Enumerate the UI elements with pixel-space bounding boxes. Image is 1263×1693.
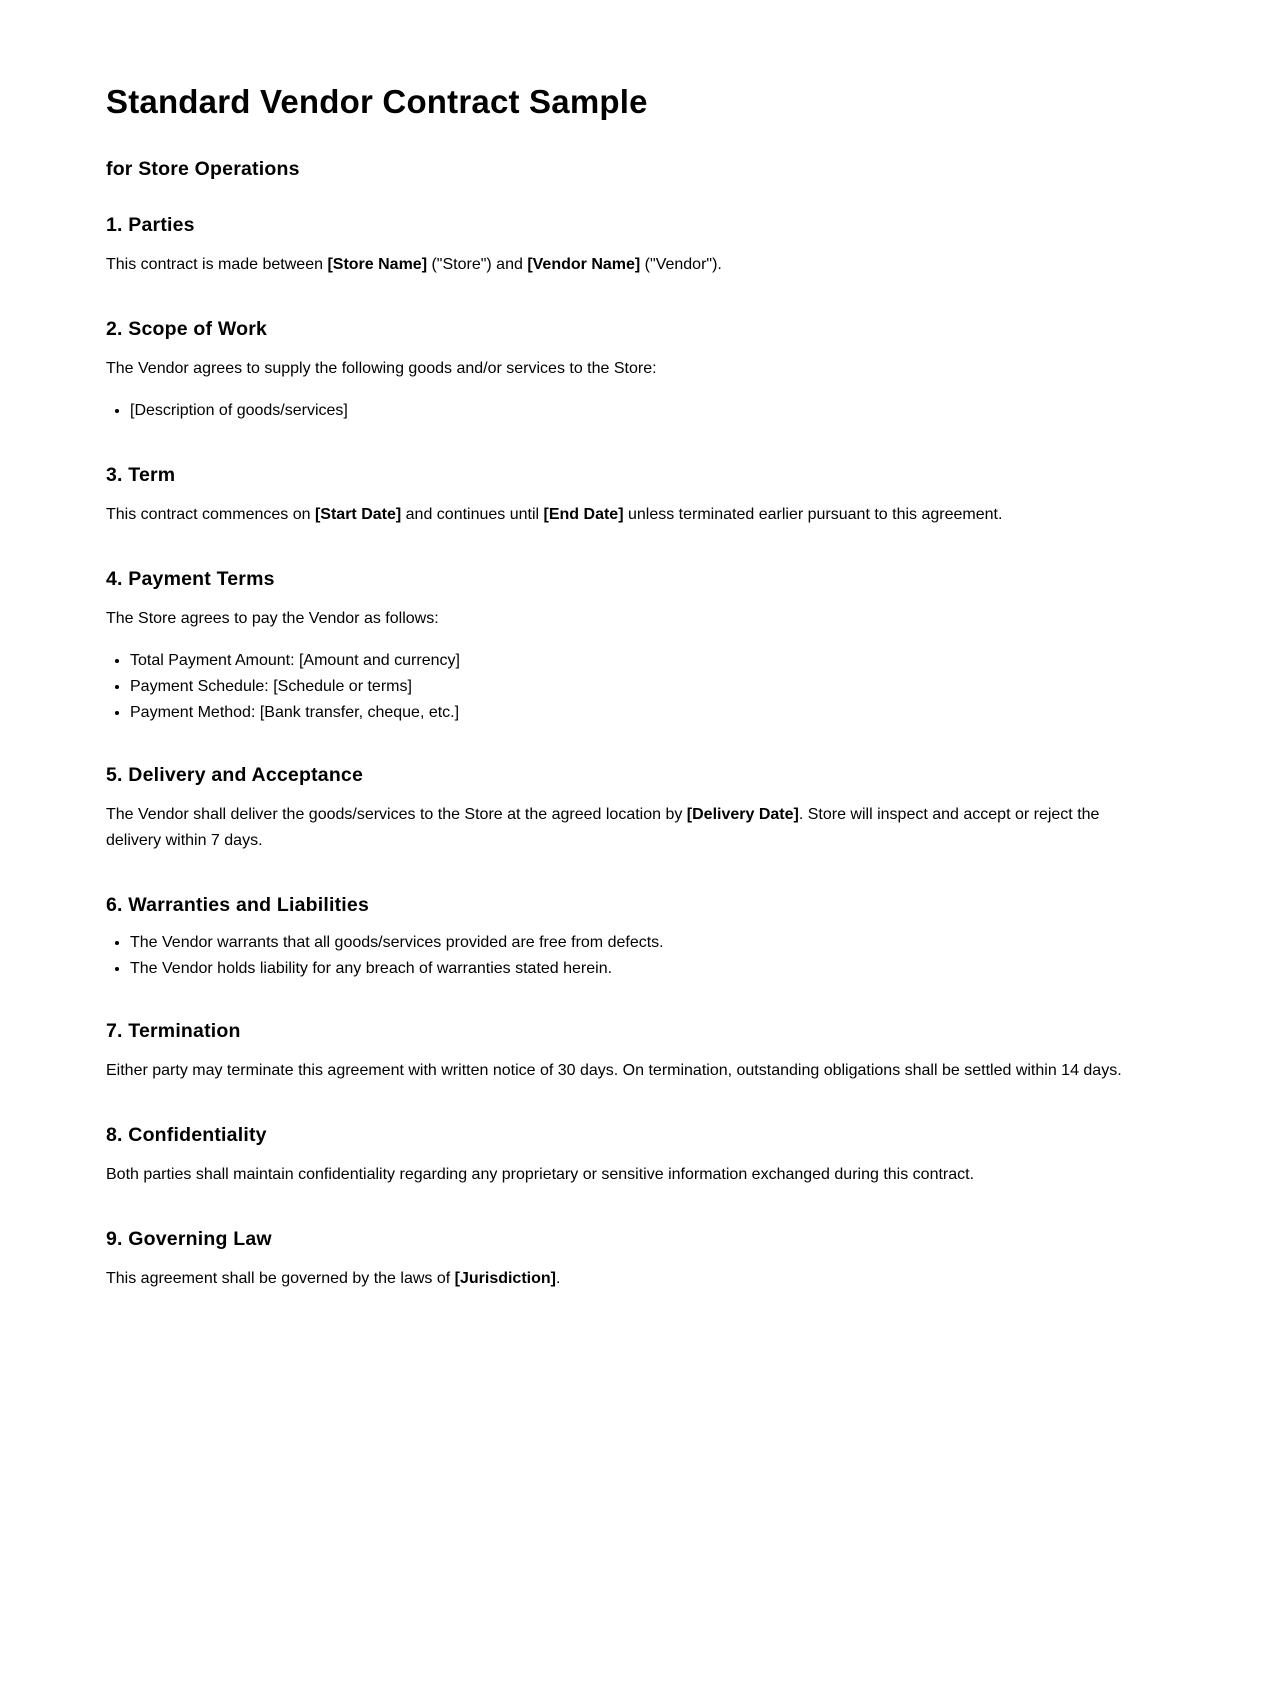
placeholder-vendor-name: [Vendor Name] <box>527 256 641 273</box>
text-run: The Vendor shall deliver the goods/services to the Store at the agreed location by <box>106 806 687 823</box>
scope-list <box>106 398 1157 424</box>
section-heading: 9. Governing Law <box>106 1228 272 1250</box>
text-run: This contract commences on <box>106 506 315 523</box>
list-item: • Payment Schedule: [Schedule or terms] <box>130 674 1157 700</box>
section-parties <box>106 182 1157 278</box>
section-heading: 2. Scope of Work <box>106 318 268 340</box>
section-paragraph <box>106 252 1157 278</box>
document-subtitle: for Store Operations <box>106 158 300 180</box>
text-run: . <box>555 1270 561 1287</box>
section-confidentiality <box>106 1084 1157 1188</box>
text-run: ("Vendor"). <box>640 256 722 273</box>
section-paragraph <box>106 1266 1157 1292</box>
placeholder-delivery-date: [Delivery Date] <box>686 806 799 823</box>
text-run: and continues until <box>401 506 544 523</box>
section-heading: 1. Parties <box>106 214 195 236</box>
section-heading: 8. Confidentiality <box>106 1124 267 1146</box>
section-paragraph <box>106 802 1157 854</box>
section-term <box>106 424 1157 528</box>
warranties-list <box>106 930 1157 982</box>
section-heading: 5. Delivery and Acceptance <box>106 764 364 786</box>
section-warranties-liabilities <box>106 854 1157 982</box>
section-termination <box>106 982 1157 1084</box>
text-run: unless terminated earlier pursuant to this agreement. <box>623 506 1003 523</box>
section-heading: 3. Term <box>106 464 176 486</box>
list-item: • The Vendor holds liability for any breach of warranties stated herein. <box>130 956 1157 982</box>
list-item: • Payment Method: [Bank transfer, cheque, etc.] <box>130 700 1157 726</box>
section-payment-terms <box>106 528 1157 726</box>
section-heading: 4. Payment Terms <box>106 568 275 590</box>
section-heading: 6. Warranties and Liabilities <box>106 894 369 916</box>
text-run: This contract is made between <box>106 256 328 273</box>
placeholder-store-name: [Store Name] <box>327 256 428 273</box>
section-paragraph: The Vendor agrees to supply the following goods and/or services to the Store: <box>106 360 657 377</box>
payment-list <box>106 648 1157 726</box>
text-run: . Store will inspect and accept or reject the delivery within 7 days. <box>106 806 1100 849</box>
list-item: • Total Payment Amount: [Amount and currency] <box>130 648 1157 674</box>
placeholder-start-date: [Start Date] <box>314 506 402 523</box>
section-paragraph <box>106 502 1157 528</box>
placeholder-end-date: [End Date] <box>543 506 624 523</box>
section-delivery-acceptance <box>106 726 1157 854</box>
list-item: • [Description of goods/services] <box>130 398 1157 424</box>
list-item: • The Vendor warrants that all goods/services provided are free from defects. <box>130 930 1157 956</box>
section-paragraph: Both parties shall maintain confidentiality regarding any proprietary or sensitive information exchanged during this contract. <box>106 1166 975 1183</box>
placeholder-jurisdiction: [Jurisdiction] <box>454 1270 556 1287</box>
section-paragraph: The Store agrees to pay the Vendor as follows: <box>106 610 439 627</box>
section-governing-law <box>106 1188 1157 1292</box>
section-paragraph: Either party may terminate this agreement with written notice of 30 days. On termination, outstanding obligations shall be settled within 14 days. <box>106 1062 1122 1079</box>
text-run: ("Store") and <box>427 256 528 273</box>
section-heading: 7. Termination <box>106 1020 241 1042</box>
section-scope-of-work <box>106 278 1157 424</box>
text-run: This agreement shall be governed by the laws of <box>106 1270 455 1287</box>
document-title: Standard Vendor Contract Sample <box>106 83 648 120</box>
